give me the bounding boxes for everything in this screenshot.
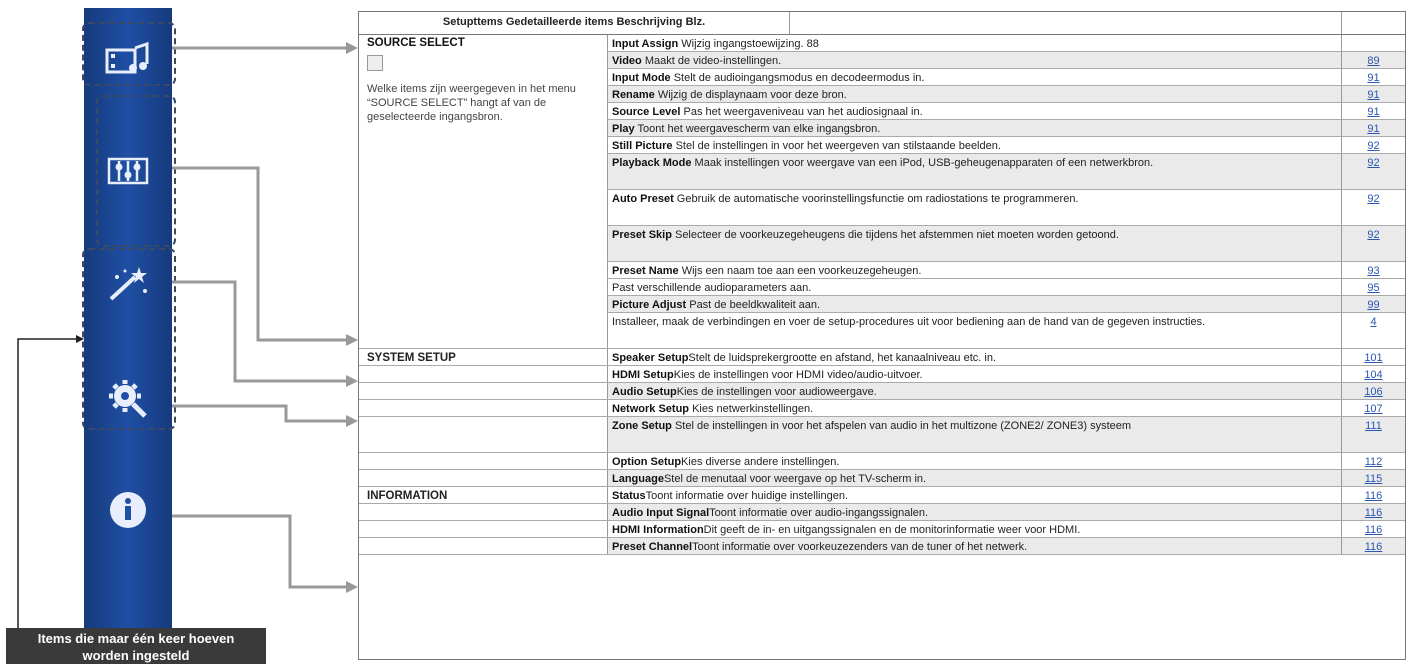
row-page[interactable] [1341, 366, 1405, 382]
row-item: Preset Name [612, 265, 679, 277]
page-link[interactable]: 92 [1367, 229, 1380, 241]
row-page[interactable] [1341, 262, 1405, 278]
row-page[interactable] [1341, 35, 1405, 51]
row-item: Language [612, 473, 664, 485]
row-page[interactable] [1341, 190, 1405, 225]
info-icon [84, 480, 172, 540]
page-link[interactable]: 93 [1367, 265, 1380, 277]
row-page[interactable] [1341, 226, 1405, 261]
row-description [607, 349, 1341, 365]
row-text: Stelt de luidsprekergrootte en afstand, het kanaalniveau etc. in. [688, 352, 997, 364]
row-description [607, 417, 1341, 452]
table-row [359, 487, 1405, 504]
row-text: Stel de menutaal voor weergave op het TV-scherm in. [663, 473, 927, 485]
row-page[interactable] [1341, 279, 1405, 295]
page-link[interactable]: 116 [1364, 541, 1383, 553]
row-category [359, 383, 607, 399]
table-row [359, 400, 1405, 417]
row-description [607, 154, 1341, 189]
row-description [607, 453, 1341, 469]
row-text: Wijzig de displaynaam voor deze bron. [654, 89, 847, 101]
row-text: Gebruik de automatische voorinstellingsfunctie om radiostations te programmeren. [673, 193, 1079, 205]
row-page[interactable] [1341, 86, 1405, 102]
table-row [359, 538, 1405, 555]
row-item: Rename [612, 89, 655, 101]
page-link[interactable]: 116 [1364, 490, 1383, 502]
row-item: Option Setup [612, 456, 682, 468]
row-item: Input Assign [612, 38, 679, 50]
page-link[interactable]: 111 [1365, 420, 1382, 432]
row-item: Preset Channel [612, 541, 693, 553]
row-text: Wijzig ingangstoewijzing. 88 [678, 38, 819, 50]
row-text: Kies de instellingen voor audioweergave. [676, 386, 877, 398]
page-link[interactable]: 116 [1364, 524, 1383, 536]
row-description [607, 400, 1341, 416]
table-header-text: Setupttems Gedetailleerde items Beschrijving Blz. [442, 16, 706, 28]
row-page[interactable] [1341, 296, 1405, 312]
row-text: Toont informatie over audio-ingangssignalen. [709, 507, 929, 519]
row-page[interactable] [1341, 103, 1405, 119]
dashed-group-1 [82, 22, 176, 86]
table-row [359, 366, 1405, 383]
row-category [359, 400, 607, 416]
row-item: HDMI Information [612, 524, 704, 536]
row-text: Kies de instellingen voor HDMI video/audio-uitvoer. [673, 369, 923, 381]
page-link[interactable]: 91 [1367, 89, 1380, 101]
row-description [607, 137, 1341, 153]
row-item: Audio Setup [612, 386, 677, 398]
page-link[interactable]: 104 [1364, 369, 1383, 381]
page-link[interactable]: 112 [1364, 456, 1383, 468]
row-page[interactable] [1341, 69, 1405, 85]
note-box [6, 628, 266, 664]
row-page[interactable] [1341, 383, 1405, 399]
row-description [607, 103, 1341, 119]
page-link[interactable]: 91 [1367, 123, 1380, 135]
row-text: Stelt de audioingangsmodus en decodeermodus in. [670, 72, 925, 84]
row-text: Dit geeft de in- en uitgangssignalen en de monitorinformatie weer voor HDMI. [703, 524, 1081, 536]
table-row [359, 470, 1405, 487]
row-text: Stel de instellingen in voor het afspelen van audio in het multizone (ZONE2/ ZONE3) systeem [671, 420, 1132, 432]
row-description [607, 69, 1341, 85]
row-category [359, 538, 607, 554]
row-description [607, 470, 1341, 486]
row-page[interactable] [1341, 400, 1405, 416]
row-page[interactable] [1341, 349, 1405, 365]
dashed-group-3 [82, 248, 176, 430]
row-description [607, 120, 1341, 136]
table-row [359, 349, 1405, 366]
page-link[interactable]: 92 [1367, 157, 1380, 169]
row-text: Kies netwerkinstellingen. [689, 403, 814, 415]
row-page[interactable] [1341, 417, 1405, 452]
row-text: Selecteer de voorkeuzegeheugens die tijdens het afstemmen niet moeten worden getoond. [671, 229, 1119, 241]
row-text: Installeer, maak de verbindingen en voer de setup-procedures uit voor bediening aan de hand van de gegeven instructies. [612, 316, 1206, 328]
page-link[interactable]: 106 [1364, 386, 1383, 398]
source-select-note: Welke items zijn weergegeven in het menu “SOURCE SELECT” hangt af van de geselecteerde ingangsbron. [367, 83, 576, 123]
row-text: Pas het weergaveniveau van het audiosignaal in. [680, 106, 923, 118]
row-description [607, 487, 1341, 503]
row-description [607, 383, 1341, 399]
row-item: Still Picture [612, 140, 673, 152]
page-link[interactable]: 115 [1364, 473, 1383, 485]
row-item: Input Mode [612, 72, 671, 84]
category-source-select: SOURCE SELECT [367, 37, 465, 49]
row-item: Audio Input Signal [612, 507, 710, 519]
row-item: Speaker Setup [612, 352, 689, 364]
pencil-icon [367, 55, 383, 71]
row-text: Past de beeldkwaliteit aan. [686, 299, 821, 311]
page-link[interactable]: 91 [1367, 72, 1380, 84]
row-category [359, 366, 607, 382]
row-item: Network Setup [612, 403, 690, 415]
source-select-block [359, 35, 607, 345]
row-category [359, 521, 607, 537]
row-text: Maakt de video-instellingen. [641, 55, 782, 67]
row-description [607, 296, 1341, 312]
row-description [607, 190, 1341, 225]
row-page[interactable] [1341, 154, 1405, 189]
row-category [359, 504, 607, 520]
row-page[interactable] [1341, 52, 1405, 68]
row-item: Status [612, 490, 646, 502]
row-item: Zone Setup [612, 420, 672, 432]
row-item: Play [612, 123, 635, 135]
row-category: SYSTEM SETUP [367, 352, 456, 364]
row-category [359, 417, 607, 452]
table-row [359, 521, 1405, 538]
row-description [607, 538, 1341, 554]
row-description [607, 262, 1341, 278]
table-header [359, 12, 1405, 35]
row-description [607, 226, 1341, 261]
row-description [607, 504, 1341, 520]
note-line-1: Items die maar één keer hoeven [37, 631, 235, 646]
row-description [607, 366, 1341, 382]
page-link[interactable]: 92 [1367, 193, 1380, 205]
row-category [359, 470, 607, 486]
row-item: Playback Mode [612, 157, 692, 169]
note-line-2: worden ingesteld [82, 648, 190, 663]
row-page[interactable] [1341, 521, 1405, 537]
row-page[interactable] [1341, 453, 1405, 469]
row-item: Auto Preset [612, 193, 674, 205]
row-item: Picture Adjust [612, 299, 687, 311]
row-page[interactable] [1341, 313, 1405, 348]
row-page[interactable] [1341, 538, 1405, 554]
row-text: Kies diverse andere instellingen. [681, 456, 840, 468]
dashed-group-2 [96, 95, 176, 247]
page-link[interactable]: 116 [1364, 507, 1383, 519]
row-text: Stel de instellingen in voor het weergeven van stilstaande beelden. [672, 140, 1001, 152]
settings-table [358, 11, 1406, 660]
table-row [359, 453, 1405, 470]
table-row [359, 504, 1405, 521]
row-category [359, 453, 607, 469]
row-description [607, 521, 1341, 537]
page-link[interactable]: 92 [1367, 140, 1380, 152]
row-text: Toont informatie over voorkeuzezenders van de tuner of het netwerk. [692, 541, 1028, 553]
row-description [607, 279, 1341, 295]
page-link[interactable]: 99 [1367, 299, 1380, 311]
row-description [607, 86, 1341, 102]
row-description [607, 52, 1341, 68]
row-item: Video [612, 55, 642, 67]
page-link[interactable]: 95 [1367, 282, 1380, 294]
table-row [359, 417, 1405, 453]
row-description [607, 313, 1341, 348]
page-link[interactable]: 4 [1370, 316, 1377, 328]
row-page[interactable] [1341, 470, 1405, 486]
page-link[interactable]: 101 [1364, 352, 1383, 364]
row-item: Source Level [612, 106, 681, 118]
row-text: Toont het weergavescherm van elke ingangsbron. [634, 123, 881, 135]
row-text: Maak instellingen voor weergave van een iPod, USB-geheugenapparaten of een netwerkbron. [691, 157, 1154, 169]
row-category: INFORMATION [367, 490, 448, 502]
table-row [359, 383, 1405, 400]
row-text: Past verschillende audioparameters aan. [612, 282, 812, 294]
row-description [607, 35, 1341, 51]
row-text: Wijs een naam toe aan een voorkeuzegeheugen. [678, 265, 922, 277]
row-page[interactable] [1341, 120, 1405, 136]
row-page[interactable] [1341, 504, 1405, 520]
page-link[interactable]: 107 [1364, 403, 1383, 415]
page-link[interactable]: 91 [1367, 106, 1380, 118]
row-item: HDMI Setup [612, 369, 674, 381]
row-item: Preset Skip [612, 229, 672, 241]
row-page[interactable] [1341, 137, 1405, 153]
page-link[interactable]: 89 [1367, 55, 1380, 67]
row-text: Toont informatie over huidige instellingen. [645, 490, 849, 502]
row-page[interactable] [1341, 487, 1405, 503]
